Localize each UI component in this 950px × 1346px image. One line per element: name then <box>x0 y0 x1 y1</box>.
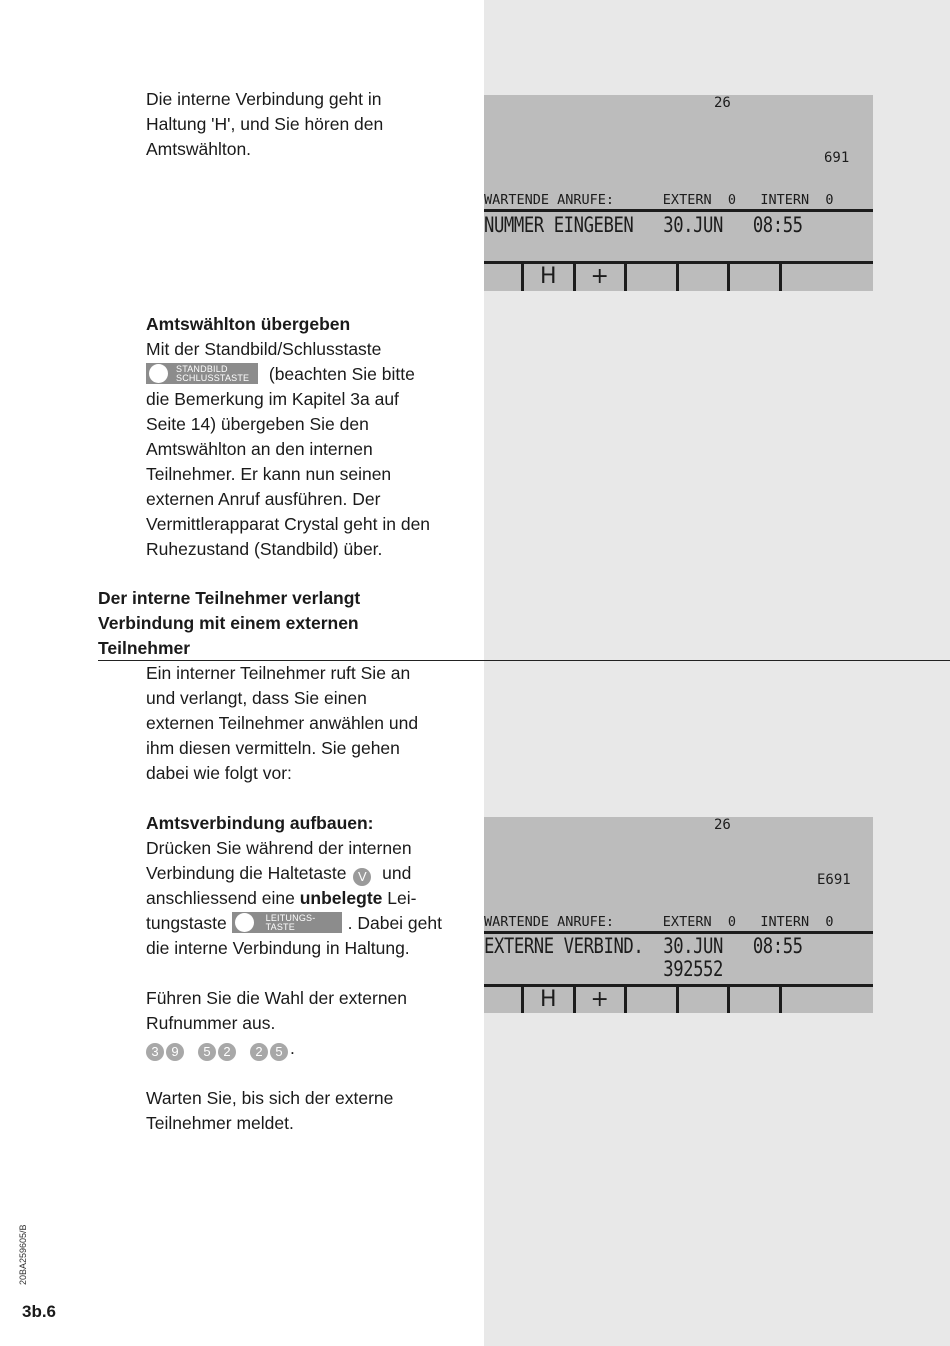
emphasis-text: unbelegte <box>299 888 383 908</box>
text-line: und verlangt, dass Sie einen <box>146 688 367 708</box>
dial-section <box>146 986 466 1061</box>
text-line: Warten Sie, bis sich der externe <box>146 1088 394 1108</box>
key-label: TASTE <box>265 922 295 932</box>
key-label: LEITUNGS- <box>265 913 316 923</box>
digit-key-icon: 9 <box>166 1043 184 1061</box>
digit-key-icon: 2 <box>250 1043 268 1061</box>
text-line: Vermittlerapparat Crystal geht in den <box>146 514 431 534</box>
phone-display-2 <box>484 817 873 1013</box>
text-line: Ruhezustand (Standbild) über. <box>146 539 383 559</box>
section-heading <box>98 586 418 661</box>
display-softkeys <box>484 987 873 1013</box>
subheading: Amtswählton übergeben <box>146 314 351 334</box>
softkey-4[interactable] <box>627 987 679 1013</box>
display-main-line: NUMMER EINGEBEN 30.JUN 08:55 <box>484 213 803 237</box>
text-line: Mit der Standbild/Schlusstaste <box>146 339 382 359</box>
text-line: externen Teilnehmer anwählen und <box>146 713 419 733</box>
key-dot-icon <box>149 364 168 383</box>
text-line: Seite 14) übergeben Sie den <box>146 414 369 434</box>
softkey-plus[interactable]: + <box>576 987 628 1013</box>
text-line: Teilnehmer meldet. <box>146 1113 294 1133</box>
section-intro <box>146 661 466 786</box>
digit-keys-line <box>146 1036 466 1061</box>
text-fragment: tungstaste <box>146 913 227 933</box>
text-fragment: Lei- <box>387 888 417 908</box>
key-label: STANDBILD <box>176 364 228 374</box>
softkey-7[interactable] <box>782 264 834 291</box>
digit-key-icon: 5 <box>270 1043 288 1061</box>
subheading: Amtsverbindung aufbauen: <box>146 813 374 833</box>
build-connection-section <box>146 811 476 961</box>
display-top-number: 26 <box>714 817 731 833</box>
softkey-1[interactable] <box>484 987 524 1013</box>
text-line: die interne Verbindung in Haltung. <box>146 938 410 958</box>
display-main-line: EXTERNE VERBIND. 30.JUN 08:55 <box>484 934 803 958</box>
display-status-line: WARTENDE ANRUFE: EXTERN 0 INTERN 0 <box>484 914 834 930</box>
text-line <box>146 911 476 936</box>
heading-line: Verbindung mit einem externen <box>98 613 359 633</box>
text-line: Die interne Verbindung geht in <box>146 89 382 109</box>
text-line: die Bemerkung im Kapitel 3a auf <box>146 389 399 409</box>
hold-key-icon: V <box>353 868 371 886</box>
text-fragment: Verbindung die Haltetaste <box>146 863 347 883</box>
text-line: Haltung 'H', und Sie hören den <box>146 114 384 134</box>
softkey-hold[interactable]: H <box>524 987 576 1013</box>
text-line: externen Anruf ausführen. Der <box>146 489 381 509</box>
text-line: Drücken Sie während der internen <box>146 838 412 858</box>
display-extension-number: 691 <box>824 150 850 166</box>
display-top-number: 26 <box>714 95 731 111</box>
text-fragment: anschliessend eine <box>146 888 295 908</box>
softkey-6[interactable] <box>730 987 782 1013</box>
text-line: ihm diesen vermitteln. Sie gehen <box>146 738 400 758</box>
text-line <box>146 362 476 387</box>
heading-line: Der interne Teilnehmer verlangt <box>98 588 361 608</box>
text-line: Führen Sie die Wahl der externen <box>146 988 408 1008</box>
handover-section <box>146 312 476 562</box>
display-softkeys <box>484 264 873 291</box>
text-fragment: und <box>382 863 412 883</box>
text-line: Teilnehmer. Er kann nun seinen <box>146 464 392 484</box>
text-fragment: . Dabei geht <box>347 913 442 933</box>
text-line: Ein interner Teilnehmer ruft Sie an <box>146 663 411 683</box>
digit-key-icon: 3 <box>146 1043 164 1061</box>
display-separator <box>484 209 873 212</box>
text-line <box>146 886 476 911</box>
digit-key-icon: 2 <box>218 1043 236 1061</box>
heading-line: Teilnehmer <box>98 638 191 658</box>
display-extension-number: E691 <box>817 872 851 888</box>
text-fragment: (beachten Sie bitte <box>268 364 415 384</box>
softkey-4[interactable] <box>627 264 679 291</box>
key-dot-icon <box>235 913 254 932</box>
phone-display-1 <box>484 95 873 291</box>
intro-paragraph <box>146 87 466 162</box>
softkey-7[interactable] <box>782 987 834 1013</box>
document-code: 20BA259605/B <box>18 1224 28 1285</box>
softkey-5[interactable] <box>679 987 731 1013</box>
text-line: dabei wie folgt vor: <box>146 763 292 783</box>
text-line <box>146 861 476 886</box>
text-line: Amtswählton an den internen <box>146 439 373 459</box>
standbild-schlusstaste-key-icon <box>146 363 258 384</box>
text-line: Amtswählton. <box>146 139 252 159</box>
softkey-hold[interactable]: H <box>524 264 576 291</box>
page-number: 3b.6 <box>22 1302 57 1321</box>
softkey-plus[interactable]: + <box>576 264 628 291</box>
softkey-5[interactable] <box>679 264 731 291</box>
text-line: Rufnummer aus. <box>146 1013 276 1033</box>
leitungstaste-key-icon <box>232 912 342 933</box>
digit-key-icon: 5 <box>198 1043 216 1061</box>
display-status-line: WARTENDE ANRUFE: EXTERN 0 INTERN 0 <box>484 192 834 208</box>
display-dialed-number: 392552 <box>484 957 723 981</box>
key-label: SCHLUSSTASTE <box>176 373 250 383</box>
text-fragment: . <box>290 1038 295 1058</box>
wait-paragraph <box>146 1086 466 1136</box>
softkey-6[interactable] <box>730 264 782 291</box>
softkey-1[interactable] <box>484 264 524 291</box>
